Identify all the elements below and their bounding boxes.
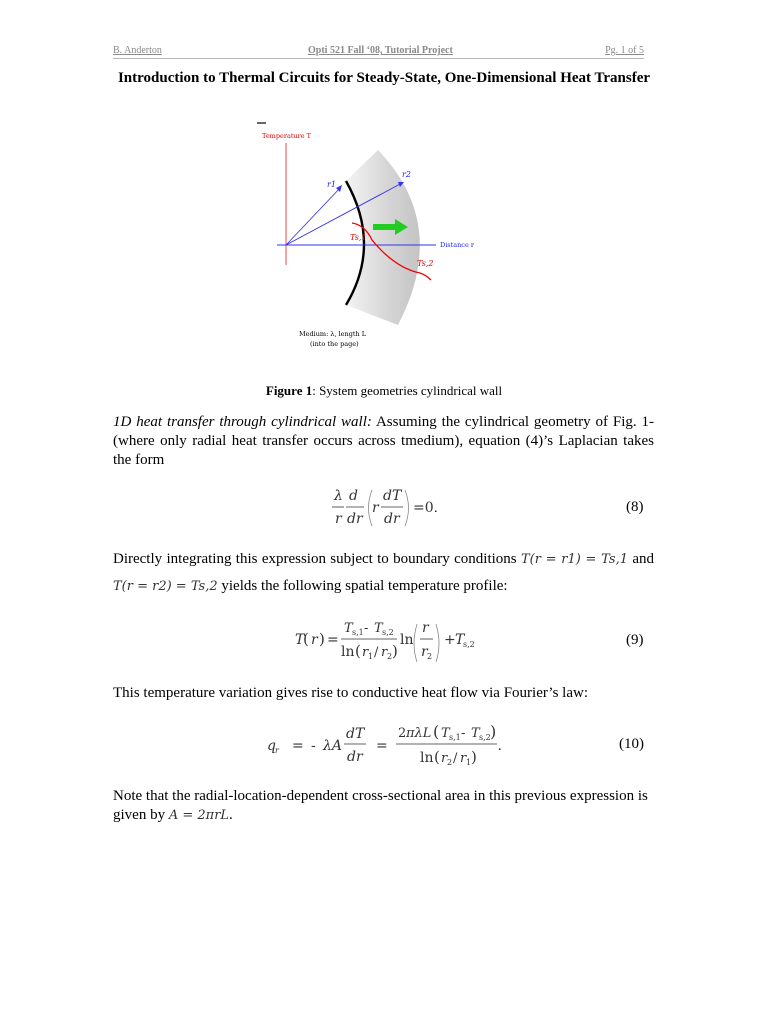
equation-8 bbox=[0, 480, 768, 540]
svg-text:(: ( bbox=[303, 630, 309, 648]
paragraph-boundary-conditions bbox=[113, 550, 654, 596]
equation-9 bbox=[0, 612, 768, 672]
paragraph-body: Assuming the cylindrical geometry of Fig. 1-(where only radial heat transfer occurs across tmedium), equation (4)’s Laplacian takes the form bbox=[113, 414, 654, 468]
svg-text:-: - bbox=[364, 621, 369, 636]
svg-text:r: r bbox=[311, 632, 318, 648]
svg-text:λ: λ bbox=[334, 488, 343, 504]
svg-text:2: 2 bbox=[427, 652, 433, 661]
svg-text:r: r bbox=[421, 644, 428, 660]
paragraph-text: Directly integrating this expression subject to boundary conditions bbox=[113, 551, 521, 567]
svg-text:s,2: s,2 bbox=[382, 628, 394, 637]
svg-text:T: T bbox=[374, 621, 383, 636]
svg-text:T: T bbox=[455, 632, 465, 648]
figure-cylindrical-wall bbox=[250, 115, 490, 360]
label-r1: r1 bbox=[327, 180, 336, 189]
svg-text:): ) bbox=[471, 748, 477, 766]
label-ts1: Ts,1 bbox=[350, 233, 367, 242]
paragraph-lead: 1D heat transfer through cylindrical wall: bbox=[113, 414, 372, 430]
svg-text:+: + bbox=[444, 632, 456, 648]
medium-note-line2: (into the page) bbox=[310, 340, 359, 348]
svg-text:2: 2 bbox=[398, 726, 407, 741]
medium-note-line1: Medium: λ, length L bbox=[299, 330, 367, 338]
svg-text:ln: ln bbox=[420, 750, 434, 766]
paragraph-text: Note that the radial-location-dependent cross-sectional area in this previous expression is given by bbox=[113, 788, 648, 823]
paragraph-text: . bbox=[229, 807, 233, 823]
label-r2: r2 bbox=[402, 170, 411, 179]
radius-r1-line bbox=[286, 187, 341, 245]
svg-text:dT: dT bbox=[346, 726, 365, 742]
equation-9-number: (9) bbox=[626, 632, 644, 648]
svg-text:2: 2 bbox=[387, 652, 393, 661]
distance-axis-label: Distance r bbox=[440, 241, 474, 249]
paragraph-text: yields the following spatial temperature profile: bbox=[217, 578, 508, 594]
svg-text:r: r bbox=[381, 645, 388, 660]
figure-caption-text: : System geometries cylindrical wall bbox=[312, 383, 503, 398]
svg-text:ln: ln bbox=[400, 632, 414, 648]
svg-text:T: T bbox=[441, 726, 450, 741]
svg-text:=0: =0 bbox=[413, 500, 434, 516]
paragraph-fourier-law: This temperature variation gives rise to conductive heat flow via Fourier’s law: bbox=[113, 685, 588, 701]
document-title: Introduction to Thermal Circuits for Steady-State, One-Dimensional Heat Transfer bbox=[117, 70, 651, 86]
svg-text:q: q bbox=[267, 738, 276, 754]
svg-text:dT: dT bbox=[383, 488, 402, 504]
svg-text:-: - bbox=[311, 738, 316, 754]
svg-text:=: = bbox=[292, 738, 304, 754]
paragraph-cylindrical-intro bbox=[113, 413, 654, 470]
svg-text:s,2: s,2 bbox=[463, 640, 475, 649]
svg-text:=: = bbox=[327, 632, 339, 648]
svg-text:dr: dr bbox=[384, 511, 400, 527]
cylindrical-wall-diagram bbox=[250, 115, 490, 360]
svg-text:ln: ln bbox=[341, 644, 355, 660]
svg-text:πλL: πλL bbox=[406, 726, 432, 741]
svg-text:r: r bbox=[441, 751, 448, 766]
equation-8-number: (8) bbox=[626, 499, 644, 515]
header-author: B. Anderton bbox=[113, 45, 162, 56]
svg-text:/: / bbox=[374, 645, 379, 660]
svg-text:): ) bbox=[319, 630, 325, 648]
svg-text:T: T bbox=[471, 726, 480, 741]
figure-caption bbox=[0, 383, 768, 399]
svg-text:λA: λA bbox=[323, 738, 342, 754]
svg-text:r: r bbox=[275, 746, 279, 755]
svg-text:2: 2 bbox=[447, 758, 453, 767]
svg-text:1: 1 bbox=[466, 758, 472, 767]
svg-text:s,1: s,1 bbox=[449, 733, 461, 742]
svg-text:1: 1 bbox=[368, 652, 374, 661]
svg-text:(: ( bbox=[433, 722, 440, 741]
svg-text:s,2: s,2 bbox=[479, 733, 491, 742]
svg-text:r: r bbox=[422, 620, 429, 636]
svg-text:(: ( bbox=[434, 748, 440, 766]
svg-text:dr: dr bbox=[347, 749, 363, 765]
boundary-condition-2: T(r = r2) = Ts,2 bbox=[113, 579, 218, 594]
svg-text:-: - bbox=[461, 726, 466, 741]
svg-text:r: r bbox=[372, 500, 379, 516]
temperature-axis-label: Temperature T bbox=[262, 132, 311, 140]
svg-text:=: = bbox=[376, 738, 388, 754]
paragraph-text: and bbox=[627, 551, 654, 567]
equation-9-formula bbox=[0, 612, 768, 672]
header-page-number: Pg. 1 of 5 bbox=[605, 45, 644, 56]
svg-text:): ) bbox=[490, 722, 497, 741]
svg-text:(: ( bbox=[355, 642, 361, 660]
svg-text:.: . bbox=[498, 739, 502, 754]
svg-text:.: . bbox=[434, 501, 438, 516]
figure-caption-label: Figure 1 bbox=[265, 383, 313, 398]
area-expression: A = 2πrL bbox=[168, 808, 230, 823]
boundary-condition-1: T(r = r1) = Ts,1 bbox=[520, 552, 628, 567]
paragraph-cross-section-area bbox=[113, 787, 654, 825]
svg-text:r: r bbox=[362, 645, 369, 660]
svg-text:dr: dr bbox=[347, 511, 363, 527]
svg-text:T: T bbox=[295, 632, 305, 648]
svg-text:r: r bbox=[335, 511, 342, 527]
svg-text:s,1: s,1 bbox=[352, 628, 364, 637]
equation-10-formula bbox=[0, 713, 768, 773]
svg-text:T: T bbox=[344, 621, 353, 636]
header-course: Opti 521 Fall ‘08, Tutorial Project bbox=[308, 45, 453, 56]
svg-text:d: d bbox=[349, 488, 358, 504]
svg-text:r: r bbox=[460, 751, 467, 766]
equation-10 bbox=[0, 713, 768, 773]
svg-text:): ) bbox=[392, 642, 398, 660]
label-ts2: Ts,2 bbox=[417, 259, 434, 268]
equation-8-formula bbox=[0, 480, 768, 540]
page-header bbox=[113, 44, 644, 59]
equation-10-number: (10) bbox=[619, 736, 644, 752]
svg-text:/: / bbox=[453, 751, 458, 766]
